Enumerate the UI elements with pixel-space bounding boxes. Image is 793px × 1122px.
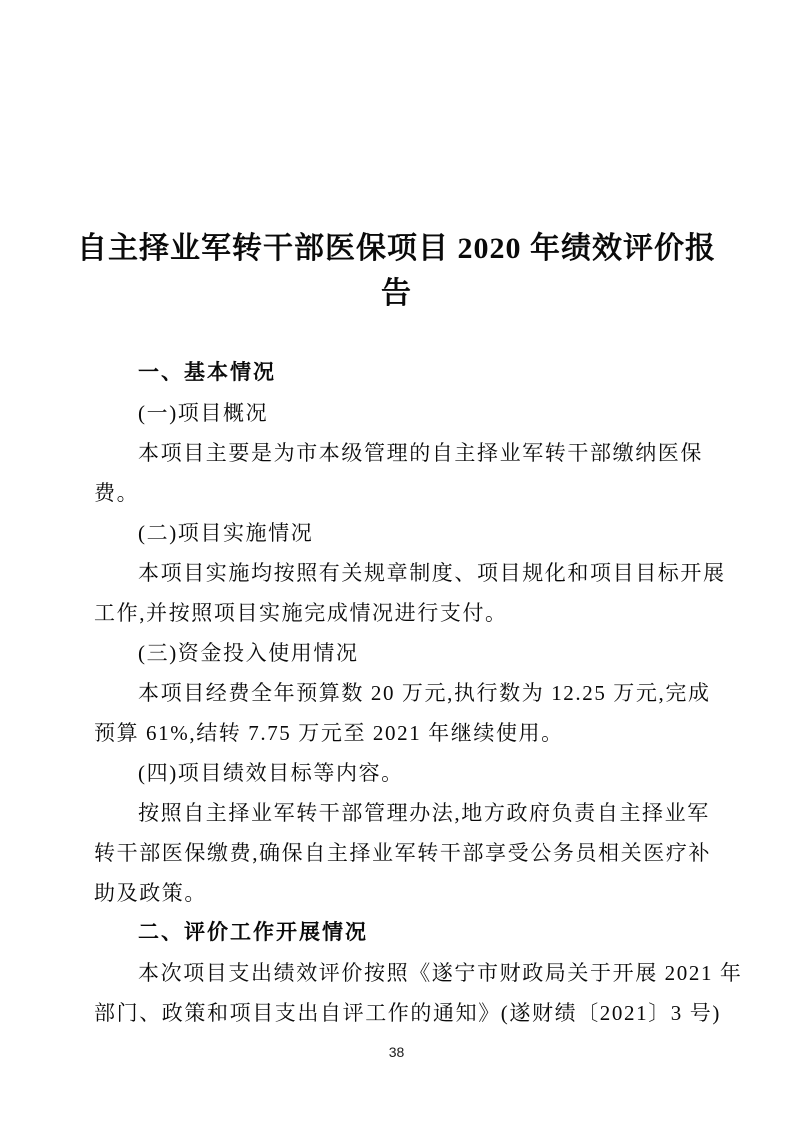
paragraph-line: 本项目经费全年预算数 20 万元,执行数为 12.25 万元,完成 [138, 681, 711, 705]
paragraph-line: 预算 61%,结转 7.75 万元至 2021 年继续使用。 [94, 721, 564, 745]
subheading-funding-usage: (三)资金投入使用情况 [138, 641, 359, 665]
section-heading-basic-info: 一、基本情况 [138, 361, 276, 384]
paragraph-line: 转干部医保缴费,确保自主择业军转干部享受公务员相关医疗补 [94, 841, 712, 865]
document-title-line-1: 自主择业军转干部医保项目 2020 年绩效评价报 [77, 232, 716, 265]
section-heading-evaluation-work: 二、评价工作开展情况 [138, 921, 368, 944]
subheading-performance-goals: (四)项目绩效目标等内容。 [138, 761, 404, 785]
page-number: 38 [388, 1044, 405, 1060]
paragraph-line: 部门、政策和项目支出自评工作的通知》(遂财绩〔2021〕3 号) [94, 1001, 721, 1025]
paragraph-line: 工作,并按照项目实施完成情况进行支付。 [94, 601, 508, 625]
paragraph-line: 费。 [94, 481, 140, 505]
paragraph-line: 本次项目支出绩效评价按照《遂宁市财政局关于开展 2021 年 [138, 961, 743, 985]
subheading-project-implementation: (二)项目实施情况 [138, 521, 314, 545]
paragraph-line: 本项目主要是为市本级管理的自主择业军转干部缴纳医保 [138, 441, 703, 465]
paragraph-line: 本项目实施均按照有关规章制度、项目规化和项目目标开展 [138, 561, 726, 585]
document-title-line-2: 告 [381, 277, 412, 310]
document-title [64, 226, 729, 316]
subheading-project-overview: (一)项目概况 [138, 401, 269, 425]
paragraph-line: 按照自主择业军转干部管理办法,地方政府负责自主择业军 [138, 801, 710, 825]
document-body [94, 353, 743, 1033]
paragraph-line: 助及政策。 [94, 881, 207, 905]
